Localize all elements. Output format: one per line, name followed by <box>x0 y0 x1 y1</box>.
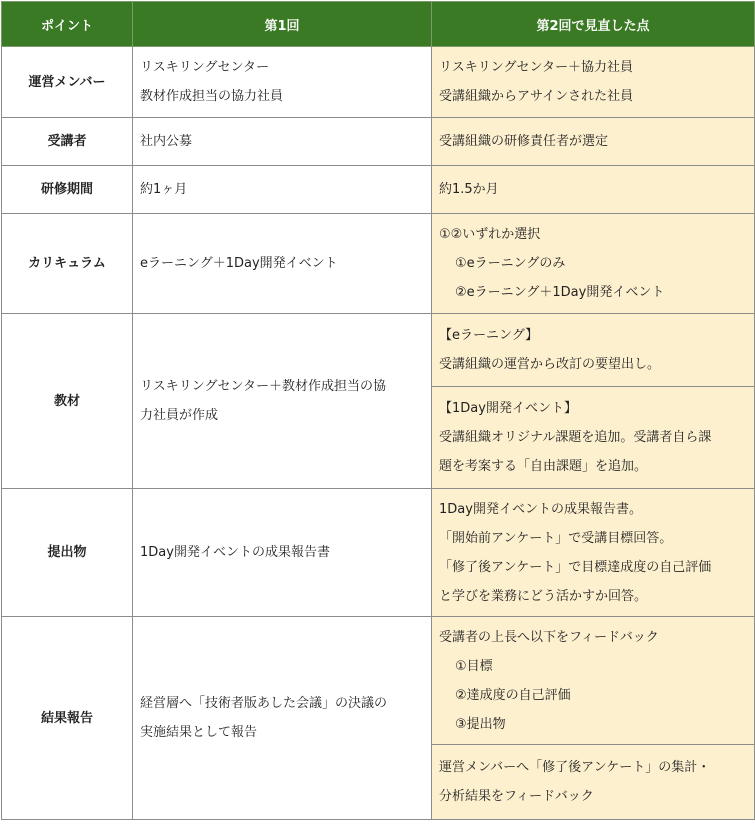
first-cell <box>133 166 432 214</box>
second-cell <box>432 214 755 314</box>
second-cell <box>432 314 755 387</box>
point-cell: 運営メンバー <box>2 47 133 118</box>
header-point: ポイント <box>2 2 133 47</box>
row-materials <box>2 314 755 387</box>
cell-line: ①目標 <box>455 658 493 674</box>
cell-line: 実施結果として報告 <box>140 725 258 740</box>
cell-line: ①②いずれか選択 <box>439 227 541 242</box>
cell-line: 約1ヶ月 <box>140 182 188 197</box>
cell-line: リスキリングセンター＋協力社員 <box>439 60 633 75</box>
first-cell <box>133 314 432 489</box>
cell-line: ③提出物 <box>455 716 506 732</box>
point-cell: 研修期間 <box>2 166 133 214</box>
comparison-table <box>1 1 755 820</box>
second-cell <box>432 617 755 745</box>
row-results <box>2 617 755 745</box>
header-first: 第1回 <box>133 2 432 47</box>
second-cell <box>432 47 755 118</box>
cell-line: 分析結果をフィードバック <box>439 789 594 804</box>
row-trainees <box>2 118 755 166</box>
cell-line: リスキリングセンター＋教材作成担当の協 <box>140 379 386 394</box>
cell-line: 【1Day開発イベント】 <box>439 401 577 416</box>
first-cell <box>133 214 432 314</box>
first-cell <box>133 489 432 617</box>
point-cell: 提出物 <box>2 489 133 617</box>
point-cell: 受講者 <box>2 118 133 166</box>
cell-line: 「修了後アンケート」で目標達成度の自己評価 <box>439 559 712 575</box>
second-cell <box>432 489 755 617</box>
cell-line: 受講組織の運営から改訂の要望出し。 <box>439 357 661 372</box>
cell-line: ②eラーニング＋1Day開発イベント <box>455 285 665 300</box>
second-cell <box>432 387 755 489</box>
first-cell <box>133 47 432 118</box>
cell-line: 受講者の上長へ以下をフィードバック <box>439 629 659 645</box>
first-cell <box>133 617 432 820</box>
point-cell: 教材 <box>2 314 133 489</box>
cell-line: 1Day開発イベントの成果報告書 <box>140 545 330 560</box>
cell-line: 力社員が作成 <box>140 408 219 423</box>
cell-line: 受講組織オリジナル課題を追加。受講者自ら課 <box>439 430 712 445</box>
second-cell <box>432 745 755 820</box>
cell-line: 経営層へ「技術者版あした会議」の決議の <box>140 696 388 711</box>
second-cell <box>432 166 755 214</box>
cell-line: 受講組織からアサインされた社員 <box>439 89 634 104</box>
row-period <box>2 166 755 214</box>
cell-line: ①eラーニングのみ <box>455 256 566 271</box>
first-cell <box>133 118 432 166</box>
cell-line: eラーニング＋1Day開発イベント <box>140 256 338 271</box>
cell-line: 【eラーニング】 <box>439 328 539 343</box>
cell-line: 教材作成担当の協力社員 <box>140 89 284 104</box>
cell-line: ②達成度の自己評価 <box>455 687 571 703</box>
cell-line: 社内公募 <box>140 134 193 149</box>
cell-line: リスキリングセンター <box>140 60 269 75</box>
row-deliverables <box>2 489 755 617</box>
cell-line: 約1.5か月 <box>439 182 499 197</box>
point-cell: 結果報告 <box>2 617 133 820</box>
row-members <box>2 47 755 118</box>
cell-line: 受講組織の研修責任者が選定 <box>439 134 609 149</box>
row-curriculum <box>2 214 755 314</box>
second-cell <box>432 118 755 166</box>
cell-line: 運営メンバーへ「修了後アンケート」の集計・ <box>439 760 711 775</box>
cell-line: 「開始前アンケート」で受講目標回答。 <box>439 530 673 546</box>
header-second: 第2回で見直した点 <box>432 2 755 47</box>
cell-line: 題を考案する「自由課題」を追加。 <box>439 459 648 474</box>
cell-line: と学びを業務にどう活かすか回答。 <box>439 588 648 604</box>
point-cell: カリキュラム <box>2 214 133 314</box>
cell-line: 1Day開発イベントの成果報告書。 <box>439 501 642 517</box>
header-row <box>2 2 755 47</box>
